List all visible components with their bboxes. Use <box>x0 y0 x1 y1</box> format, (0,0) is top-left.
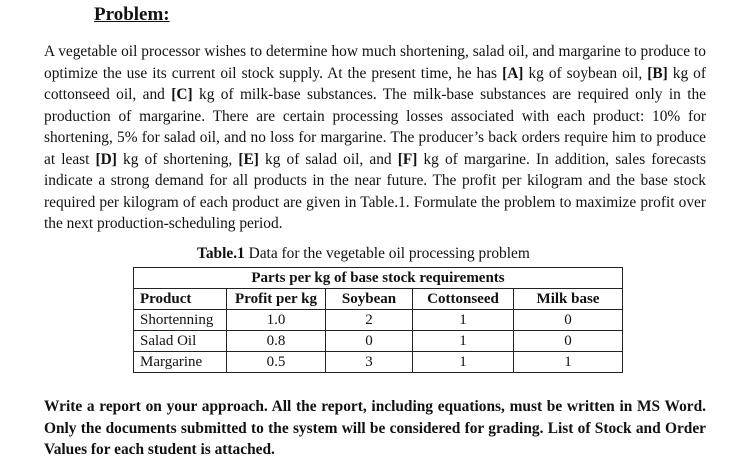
table-group-header: Parts per kg of base stock requirements <box>134 268 623 289</box>
paragraph-text: kg of milk-base substances. The milk-base substances are required only in the production of margarine. There are certain processing losses associated with each product: 10% for shortening, 5% for salad oil, and no loss for margarine. The producer’s back orders require him to produce at least <box>44 86 706 168</box>
value-placeholder: [A] <box>502 64 524 82</box>
instructions-text: Write a report on your approach. All the report, including equations, must be written in MS Word. Only the documents submitted to the system will be considered for grading. List of Stock and Order Values for each student is attached. <box>44 398 706 458</box>
cell-profit: 0.5 <box>227 352 326 373</box>
table-caption <box>197 245 530 263</box>
paragraph-text: kg of soybean oil, <box>523 64 648 82</box>
cell-milk-base: 0 <box>514 310 623 331</box>
paragraph-text: A vegetable oil processor wishes to determine how much shortening, salad oil, and margarine to produce to optimize the use its current oil stock supply. At the present time, he has <box>44 43 706 82</box>
value-placeholder: [E] <box>238 150 259 168</box>
table-row <box>134 352 623 373</box>
header-profit: Profit per kg <box>227 289 326 310</box>
paragraph-text: kg of shortening, <box>116 150 239 168</box>
value-placeholder: [C] <box>171 86 193 103</box>
table-header-row <box>134 289 623 310</box>
cell-milk-base: 1 <box>514 352 623 373</box>
header-cottonseed: Cottonseed <box>413 289 514 310</box>
cell-cottonseed: 1 <box>413 352 514 373</box>
cell-soybean: 2 <box>326 310 413 331</box>
paragraph-text: kg of cottonseed oil, and <box>44 64 706 103</box>
cell-cottonseed: 1 <box>413 310 514 331</box>
cell-profit: 1.0 <box>227 310 326 331</box>
paragraph-text: kg of salad oil, and <box>258 150 398 168</box>
header-product: Product <box>134 289 227 310</box>
header-milk-base: Milk base <box>514 289 623 310</box>
value-placeholder: [B] <box>647 64 668 82</box>
table-row <box>134 310 623 331</box>
table-row <box>134 331 623 352</box>
cell-cottonseed: 1 <box>413 331 514 352</box>
cell-soybean: 0 <box>326 331 413 352</box>
table-group-header-row <box>134 268 623 289</box>
cell-soybean: 3 <box>326 352 413 373</box>
problem-paragraph <box>44 41 706 235</box>
data-table <box>133 267 623 373</box>
value-placeholder: [D] <box>95 150 117 168</box>
cell-product: Salad Oil <box>134 331 227 352</box>
problem-heading: Problem: <box>94 4 170 25</box>
paragraph-text: kg of margarine. In addition, sales forecasts indicate a strong demand for all products in the near future. The profit per kilogram and the base stock required per kilogram of each product are given in Table.1. Formulate the problem to maximize profit over the next production-scheduling period. <box>44 150 706 232</box>
value-placeholder: [F] <box>397 150 418 168</box>
cell-product: Shortenning <box>134 310 227 331</box>
table-caption-label: Table.1 <box>197 245 245 262</box>
cell-product: Margarine <box>134 352 227 373</box>
header-soybean: Soybean <box>326 289 413 310</box>
cell-profit: 0.8 <box>227 331 326 352</box>
table-caption-text: Data for the vegetable oil processing problem <box>244 245 530 262</box>
cell-milk-base: 0 <box>514 331 623 352</box>
